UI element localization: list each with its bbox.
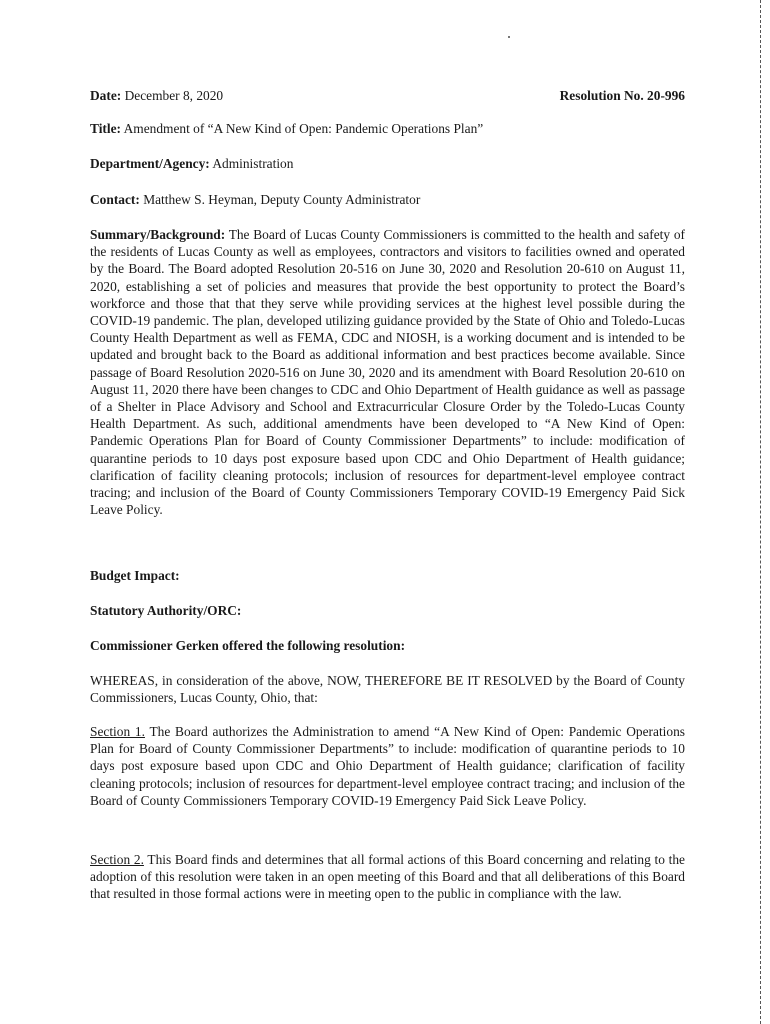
title-value: Amendment of “A New Kind of Open: Pandemic Operations Plan” (123, 121, 484, 136)
title-label: Title: (90, 121, 121, 136)
department-line (90, 155, 685, 172)
date-line (90, 87, 223, 104)
summary-text: The Board of Lucas County Commissioners is committed to the health and safety of the residents of Lucas County as well as employees, contractors and visitors to facilities owned and operated by the Board. The Board adopted Resolution 20-516 on June 30, 2020 and Resolution 20-610 on August 11, 2020, establishing a set of policies and measures that provide the best opportunity to protect the Board’s workforce and those that that they serve while providing services at the highest level possible during the COVID-19 pandemic. The plan, developed utilizing guidance provided by the State of Ohio and Toledo-Lucas County Health Department as well as FEMA, CDC and NIOSH, is a working document and is intended to be updated and brought back to the Board as additional information and best practices become available. Since passage of Board Resolution 2020-516 on June 30, 2020 and its amendment with Board Resolution 20-610 on August 11, 2020 there have been changes to CDC and Ohio Department of Health guidance as well as passage of a Shelter in Place Advisory and School and Extracurricular Closure Order by the Toledo-Lucas County Health Department. As such, additional amendments have been developed to “A New Kind of Open: Pandemic Operations Plan for Board of County Commissioner Departments” to include: modification of quarantine periods to 10 days post exposure based upon CDC and Ohio Department of Health guidance; clarification of facility cleaning protocols; inclusion of resources for department-level employee contract tracing; and inclusion of the Board of County Commissioners Temporary COVID-19 Emergency Paid Sick Leave Policy. (90, 227, 685, 518)
contact-value: Matthew S. Heyman, Deputy County Administrator (143, 192, 421, 207)
whereas-paragraph: WHEREAS, in consideration of the above, NOW, THEREFORE BE IT RESOLVED by the Board of County Commissioners, Lucas County, Ohio, that: (90, 673, 685, 706)
scan-edge-line (760, 0, 761, 1024)
summary-label: Summary/Background: (90, 227, 226, 242)
date-value: December 8, 2020 (124, 88, 224, 103)
contact-label: Contact: (90, 192, 140, 207)
section-1-paragraph (90, 723, 685, 809)
section-2-text: This Board finds and determines that all formal actions of this Board concerning and relating to the adoption of this resolution were taken in an open meeting of this Board and that all deliberations of this Board that resulted in those formal actions were in meeting open to the public in compliance with the law. (90, 852, 686, 902)
contact-line (90, 191, 685, 208)
section-2-label: Section 2. (90, 852, 144, 867)
scan-speck (508, 36, 510, 38)
section-2-paragraph (90, 851, 685, 903)
summary-paragraph (90, 226, 685, 518)
header-row (90, 87, 685, 104)
resolution-number: Resolution No. 20-996 (559, 88, 685, 103)
date-label: Date: (90, 88, 122, 103)
department-value: Administration (212, 156, 294, 171)
section-1-text: The Board authorizes the Administration to amend “A New Kind of Open: Pandemic Operations Plan for Board of County Commissioner Departments” to include: modification of quarantine periods to 10 days post exposure based upon CDC and Ohio Department of Health guidance; clarification of facility cleaning protocols; inclusion of resources for department-level employee contract tracing; and inclusion of the Board of County Commissioners Temporary COVID-19 Emergency Paid Sick Leave Policy. (90, 724, 686, 808)
statutory-authority-heading: Statutory Authority/ORC: (90, 603, 242, 618)
title-line (90, 120, 685, 137)
commissioner-offer-heading: Commissioner Gerken offered the following resolution: (90, 638, 406, 653)
budget-impact-heading: Budget Impact: (90, 568, 180, 583)
department-label: Department/Agency: (90, 156, 210, 171)
section-1-label: Section 1. (90, 724, 145, 739)
